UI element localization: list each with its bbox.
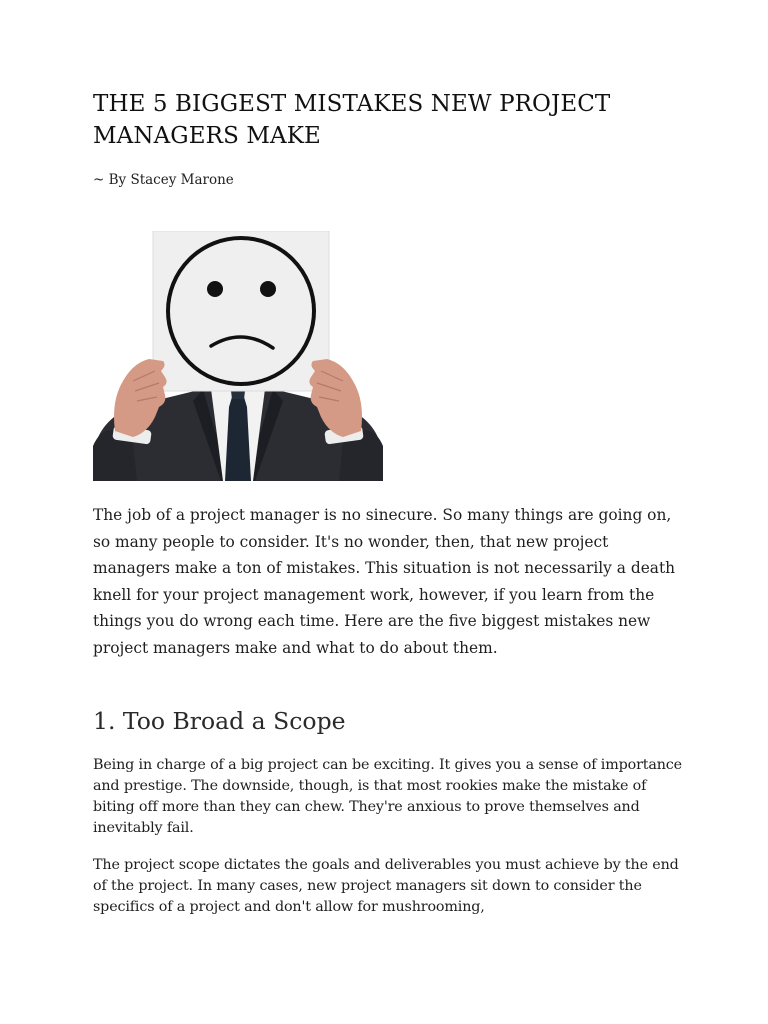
right-eye: [260, 281, 276, 297]
section-heading-1: 1. Too Broad a Scope: [93, 707, 346, 735]
intro-paragraph: The job of a project manager is no sinecure. So many things are going on, so many people to consider. It's no wonder, then, that new project managers make a ton of mistakes. This situation is not necessarily a death knell for your project management work, however, if you learn from the things you do wrong each time. Here are the five biggest mistakes new project managers make and what to do about them.: [93, 506, 676, 657]
article-title: THE 5 BIGGEST MISTAKES NEW PROJECT MANAGERS MAKE: [93, 91, 611, 149]
necktie: [225, 397, 251, 481]
left-eye: [207, 281, 223, 297]
author-byline: ~ By Stacey Marone: [93, 172, 234, 188]
paper-sign: [153, 231, 329, 391]
businessman-holding-sad-face-sign-image: [93, 231, 383, 481]
section-1-paragraph-1: Being in charge of a big project can be exciting. It gives you a sense of importance and prestige. The downside, though, is that most rookies make the mistake of biting off more than they can chew. They're anxious to prove themselves and inevitably fail.: [93, 757, 682, 836]
section-1-paragraph-2: The project scope dictates the goals and deliverables you must achieve by the end of the project. In many cases, new project managers sit down to consider the specifics of a project and don't allow for mushrooming,: [93, 857, 679, 915]
